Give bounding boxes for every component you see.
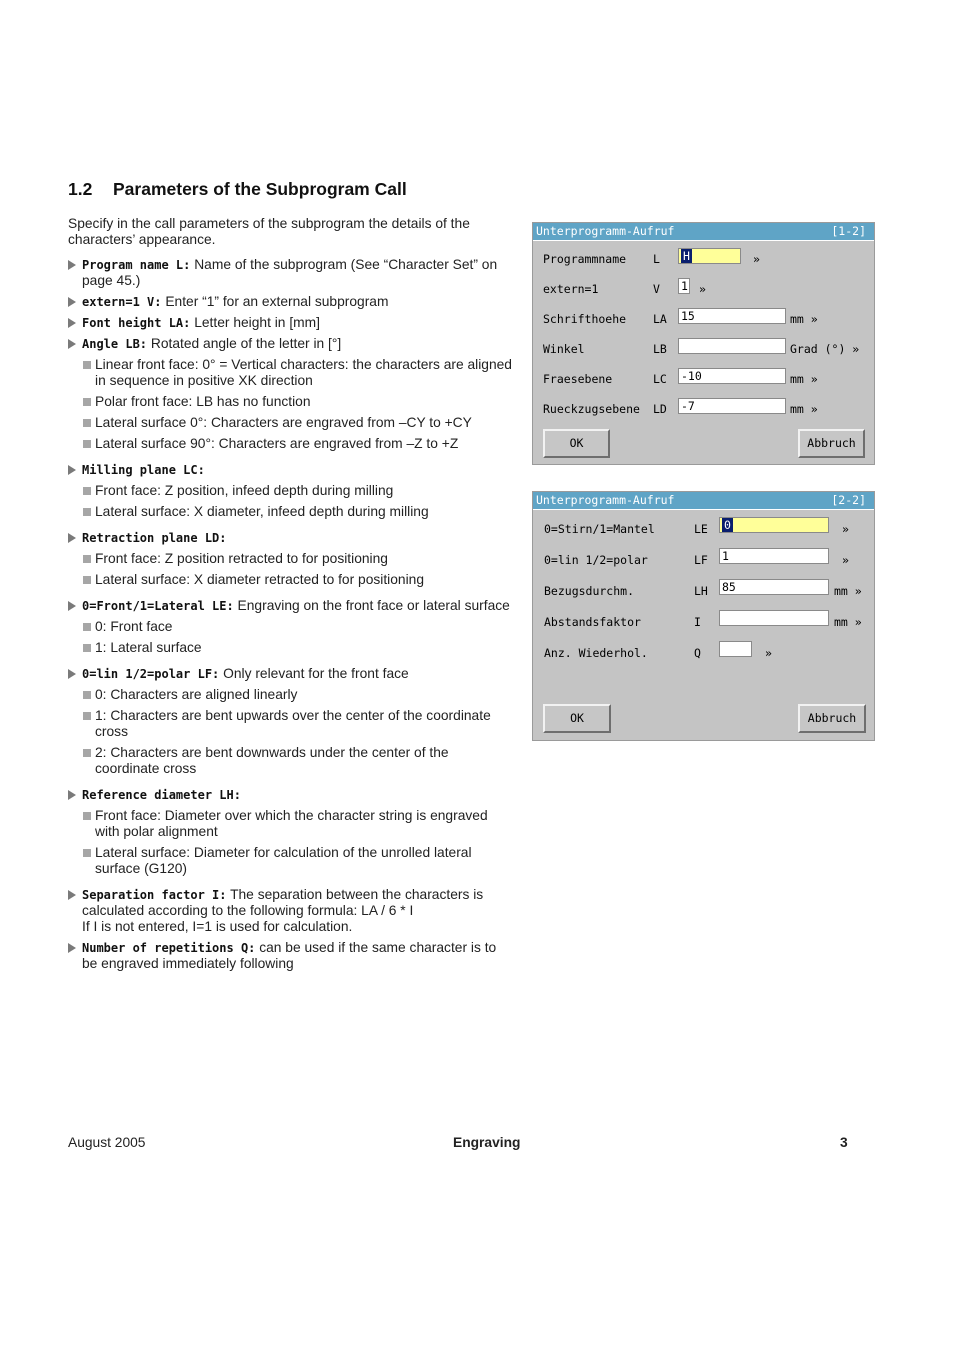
- front-lateral-field[interactable]: [719, 517, 829, 533]
- square-bullet-icon: [83, 644, 91, 652]
- triangle-bullet-icon: [68, 533, 76, 543]
- sub-item-text: 2: Characters are bent downwards under the center of the coordinate cross: [95, 745, 449, 776]
- cancel-button[interactable]: Abbruch: [798, 429, 865, 458]
- footer-chapter: Engraving: [453, 1135, 521, 1150]
- row-label: Anz. Wiederhol.: [544, 646, 648, 660]
- square-bullet-icon: [83, 623, 91, 631]
- square-bullet-icon: [83, 712, 91, 720]
- sub-item: [68, 808, 513, 840]
- field-value: H: [683, 249, 690, 263]
- row-unit: »: [765, 646, 772, 660]
- triangle-bullet-icon: [68, 318, 76, 328]
- sub-item: [68, 436, 513, 452]
- param-item-separation-factor: [68, 887, 513, 935]
- row-code: LF: [694, 553, 708, 567]
- param-text-line2: If I is not entered, I=1 is used for calculation.: [82, 919, 353, 934]
- ok-button[interactable]: OK: [543, 704, 611, 733]
- field-value: 0: [724, 518, 731, 532]
- dialog-title: Unterprogramm-Aufruf: [536, 224, 675, 238]
- param-item-retraction-plane: [68, 530, 513, 546]
- row-code: LE: [694, 522, 708, 536]
- square-bullet-icon: [83, 440, 91, 448]
- param-text: Enter “1” for an external subprogram: [161, 294, 389, 309]
- sub-item-text: Front face: Z position retracted to for positioning: [95, 551, 388, 566]
- square-bullet-icon: [83, 812, 91, 820]
- sub-item: [68, 619, 513, 635]
- row-code: V: [653, 282, 660, 296]
- param-item-reference-diameter: [68, 787, 513, 803]
- sub-item-text: Lateral surface 90°: Characters are engraved from –Z to +Z: [95, 436, 459, 451]
- sub-item: [68, 357, 513, 389]
- section-title: Parameters of the Subprogram Call: [113, 179, 407, 199]
- triangle-bullet-icon: [68, 669, 76, 679]
- triangle-bullet-icon: [68, 943, 76, 953]
- sub-item: [68, 640, 513, 656]
- param-code: Angle LB:: [82, 337, 148, 351]
- square-bullet-icon: [83, 398, 91, 406]
- subprogram-call-dialog-1: [532, 222, 875, 465]
- sub-item: [68, 483, 513, 499]
- row-label: Winkel: [543, 342, 585, 356]
- dialog-page-indicator: [1-2]: [831, 224, 866, 238]
- dialog-title: Unterprogramm-Aufruf: [536, 493, 675, 507]
- param-code: 0=Front/1=Lateral LE:: [82, 599, 234, 613]
- dialog-title-bar: [533, 492, 874, 510]
- param-item-extern: [68, 294, 513, 310]
- section-heading: [68, 179, 407, 200]
- row-unit: mm »: [790, 402, 818, 416]
- param-text: The separation between the characters is calculated according to the following formula: LA / 6 * I: [82, 887, 484, 918]
- retraction-plane-field[interactable]: -7: [678, 398, 786, 414]
- param-text: Name of the subprogram (See “Character Set” on page 45.): [82, 257, 498, 288]
- sub-item: [68, 745, 513, 777]
- sub-item-text: Lateral surface: Diameter for calculation of the unrolled lateral surface (G120): [95, 845, 472, 876]
- triangle-bullet-icon: [68, 339, 76, 349]
- param-item-font-height: [68, 315, 513, 331]
- param-code: Program name L:: [82, 258, 191, 272]
- row-unit: »: [842, 522, 849, 536]
- sub-item: [68, 687, 513, 703]
- param-text: can be used if the same character is to be engraved immediately following: [82, 940, 497, 971]
- sub-item: [68, 551, 513, 567]
- sub-item-text: 0: Front face: [95, 619, 173, 634]
- triangle-bullet-icon: [68, 890, 76, 900]
- param-text: Only relevant for the front face: [219, 666, 409, 681]
- row-unit: mm »: [790, 372, 818, 386]
- row-unit: »: [842, 553, 849, 567]
- sub-item-text: Lateral surface: X diameter, infeed depth during milling: [95, 504, 429, 519]
- footer-date: August 2005: [68, 1135, 146, 1150]
- triangle-bullet-icon: [68, 260, 76, 270]
- row-label: extern=1: [543, 282, 599, 296]
- row-label: 0=lin 1/2=polar: [544, 553, 648, 567]
- param-text: Engraving on the front face or lateral surface: [233, 598, 510, 613]
- section-number: 1.2: [68, 179, 93, 199]
- param-item-repetitions: [68, 940, 513, 972]
- square-bullet-icon: [83, 487, 91, 495]
- sub-item: [68, 845, 513, 877]
- ok-button[interactable]: OK: [543, 429, 610, 458]
- row-label: 0=Stirn/1=Mantel: [544, 522, 655, 536]
- row-label: Rueckzugsebene: [543, 402, 640, 416]
- param-item-milling-plane: [68, 462, 513, 478]
- cancel-button[interactable]: Abbruch: [798, 704, 866, 733]
- row-label: Bezugsdurchm.: [544, 584, 635, 598]
- param-code: Separation factor I:: [82, 888, 227, 902]
- row-unit: mm »: [834, 615, 862, 629]
- param-text: Letter height in [mm]: [190, 315, 320, 330]
- triangle-bullet-icon: [68, 297, 76, 307]
- dialog-title-bar: [533, 223, 874, 241]
- row-code: LB: [653, 342, 667, 356]
- row-label: Fraesebene: [543, 372, 613, 386]
- repetitions-field[interactable]: [719, 641, 752, 657]
- param-code: Retraction plane LD:: [82, 531, 227, 545]
- reference-diameter-field[interactable]: 85: [719, 579, 829, 595]
- sub-item: [68, 504, 513, 520]
- sub-item: [68, 572, 513, 588]
- program-name-field[interactable]: [678, 248, 741, 264]
- square-bullet-icon: [83, 361, 91, 369]
- param-code: 0=lin 1/2=polar LF:: [82, 667, 220, 681]
- row-unit: Grad (°) »: [790, 342, 860, 356]
- sub-item-text: Front face: Diameter over which the character string is engraved with polar alignment: [95, 808, 488, 839]
- sub-item-text: Polar front face: LB has no function: [95, 394, 311, 409]
- row-unit: mm »: [834, 584, 862, 598]
- square-bullet-icon: [83, 749, 91, 757]
- separation-factor-field[interactable]: [719, 610, 829, 626]
- param-code: Milling plane LC:: [82, 463, 205, 477]
- square-bullet-icon: [83, 576, 91, 584]
- parameter-list: [68, 216, 513, 972]
- row-code: LC: [653, 372, 667, 386]
- subprogram-call-dialog-2: [532, 491, 875, 741]
- row-label: Schrifthoehe: [543, 312, 627, 326]
- row-unit: »: [699, 282, 706, 296]
- row-unit: »: [753, 252, 760, 266]
- param-item-program-name: [68, 257, 513, 289]
- square-bullet-icon: [83, 849, 91, 857]
- sub-item-text: 0: Characters are aligned linearly: [95, 687, 298, 702]
- sub-item-text: 1: Lateral surface: [95, 640, 202, 655]
- row-code: LA: [653, 312, 667, 326]
- param-item-lin-polar: [68, 666, 513, 682]
- param-code: Number of repetitions Q:: [82, 941, 256, 955]
- sub-item: [68, 394, 513, 410]
- param-code: extern=1 V:: [82, 295, 162, 309]
- triangle-bullet-icon: [68, 601, 76, 611]
- param-item-angle: [68, 336, 513, 352]
- angle-field[interactable]: [678, 338, 786, 354]
- row-code: Q: [694, 646, 701, 660]
- param-text: Rotated angle of the letter in [°]: [147, 336, 342, 351]
- square-bullet-icon: [83, 508, 91, 516]
- dialog-page-indicator: [2-2]: [831, 493, 866, 507]
- param-code: Reference diameter LH:: [82, 788, 241, 802]
- param-code: Font height LA:: [82, 316, 191, 330]
- sub-item-text: 1: Characters are bent upwards over the center of the coordinate cross: [95, 708, 491, 739]
- row-code: LD: [653, 402, 667, 416]
- milling-plane-field[interactable]: -10: [678, 368, 786, 384]
- row-code: L: [653, 252, 660, 266]
- square-bullet-icon: [83, 555, 91, 563]
- triangle-bullet-icon: [68, 790, 76, 800]
- footer-page-number: 3: [840, 1135, 848, 1150]
- square-bullet-icon: [83, 691, 91, 699]
- row-code: LH: [694, 584, 708, 598]
- lin-polar-field[interactable]: 1: [719, 548, 829, 564]
- row-label: Programmname: [543, 252, 627, 266]
- intro-text: Specify in the call parameters of the subprogram the details of the characters’ appearance.: [68, 216, 470, 247]
- param-item-front-lateral: [68, 598, 513, 614]
- sub-item-text: Front face: Z position, infeed depth during milling: [95, 483, 394, 498]
- row-code: I: [694, 615, 701, 629]
- font-height-field[interactable]: 15: [678, 308, 786, 324]
- square-bullet-icon: [83, 419, 91, 427]
- sub-item: [68, 708, 513, 740]
- sub-item-text: Lateral surface: X diameter retracted to for positioning: [95, 572, 424, 587]
- sub-item-text: Lateral surface 0°: Characters are engraved from –CY to +CY: [95, 415, 472, 430]
- sub-item-text: Linear front face: 0° = Vertical characters: the characters are aligned in sequence in positive XK direction: [95, 357, 512, 388]
- sub-item: [68, 415, 513, 431]
- row-unit: mm »: [790, 312, 818, 326]
- triangle-bullet-icon: [68, 465, 76, 475]
- row-label: Abstandsfaktor: [544, 615, 641, 629]
- extern-field[interactable]: 1: [678, 278, 690, 294]
